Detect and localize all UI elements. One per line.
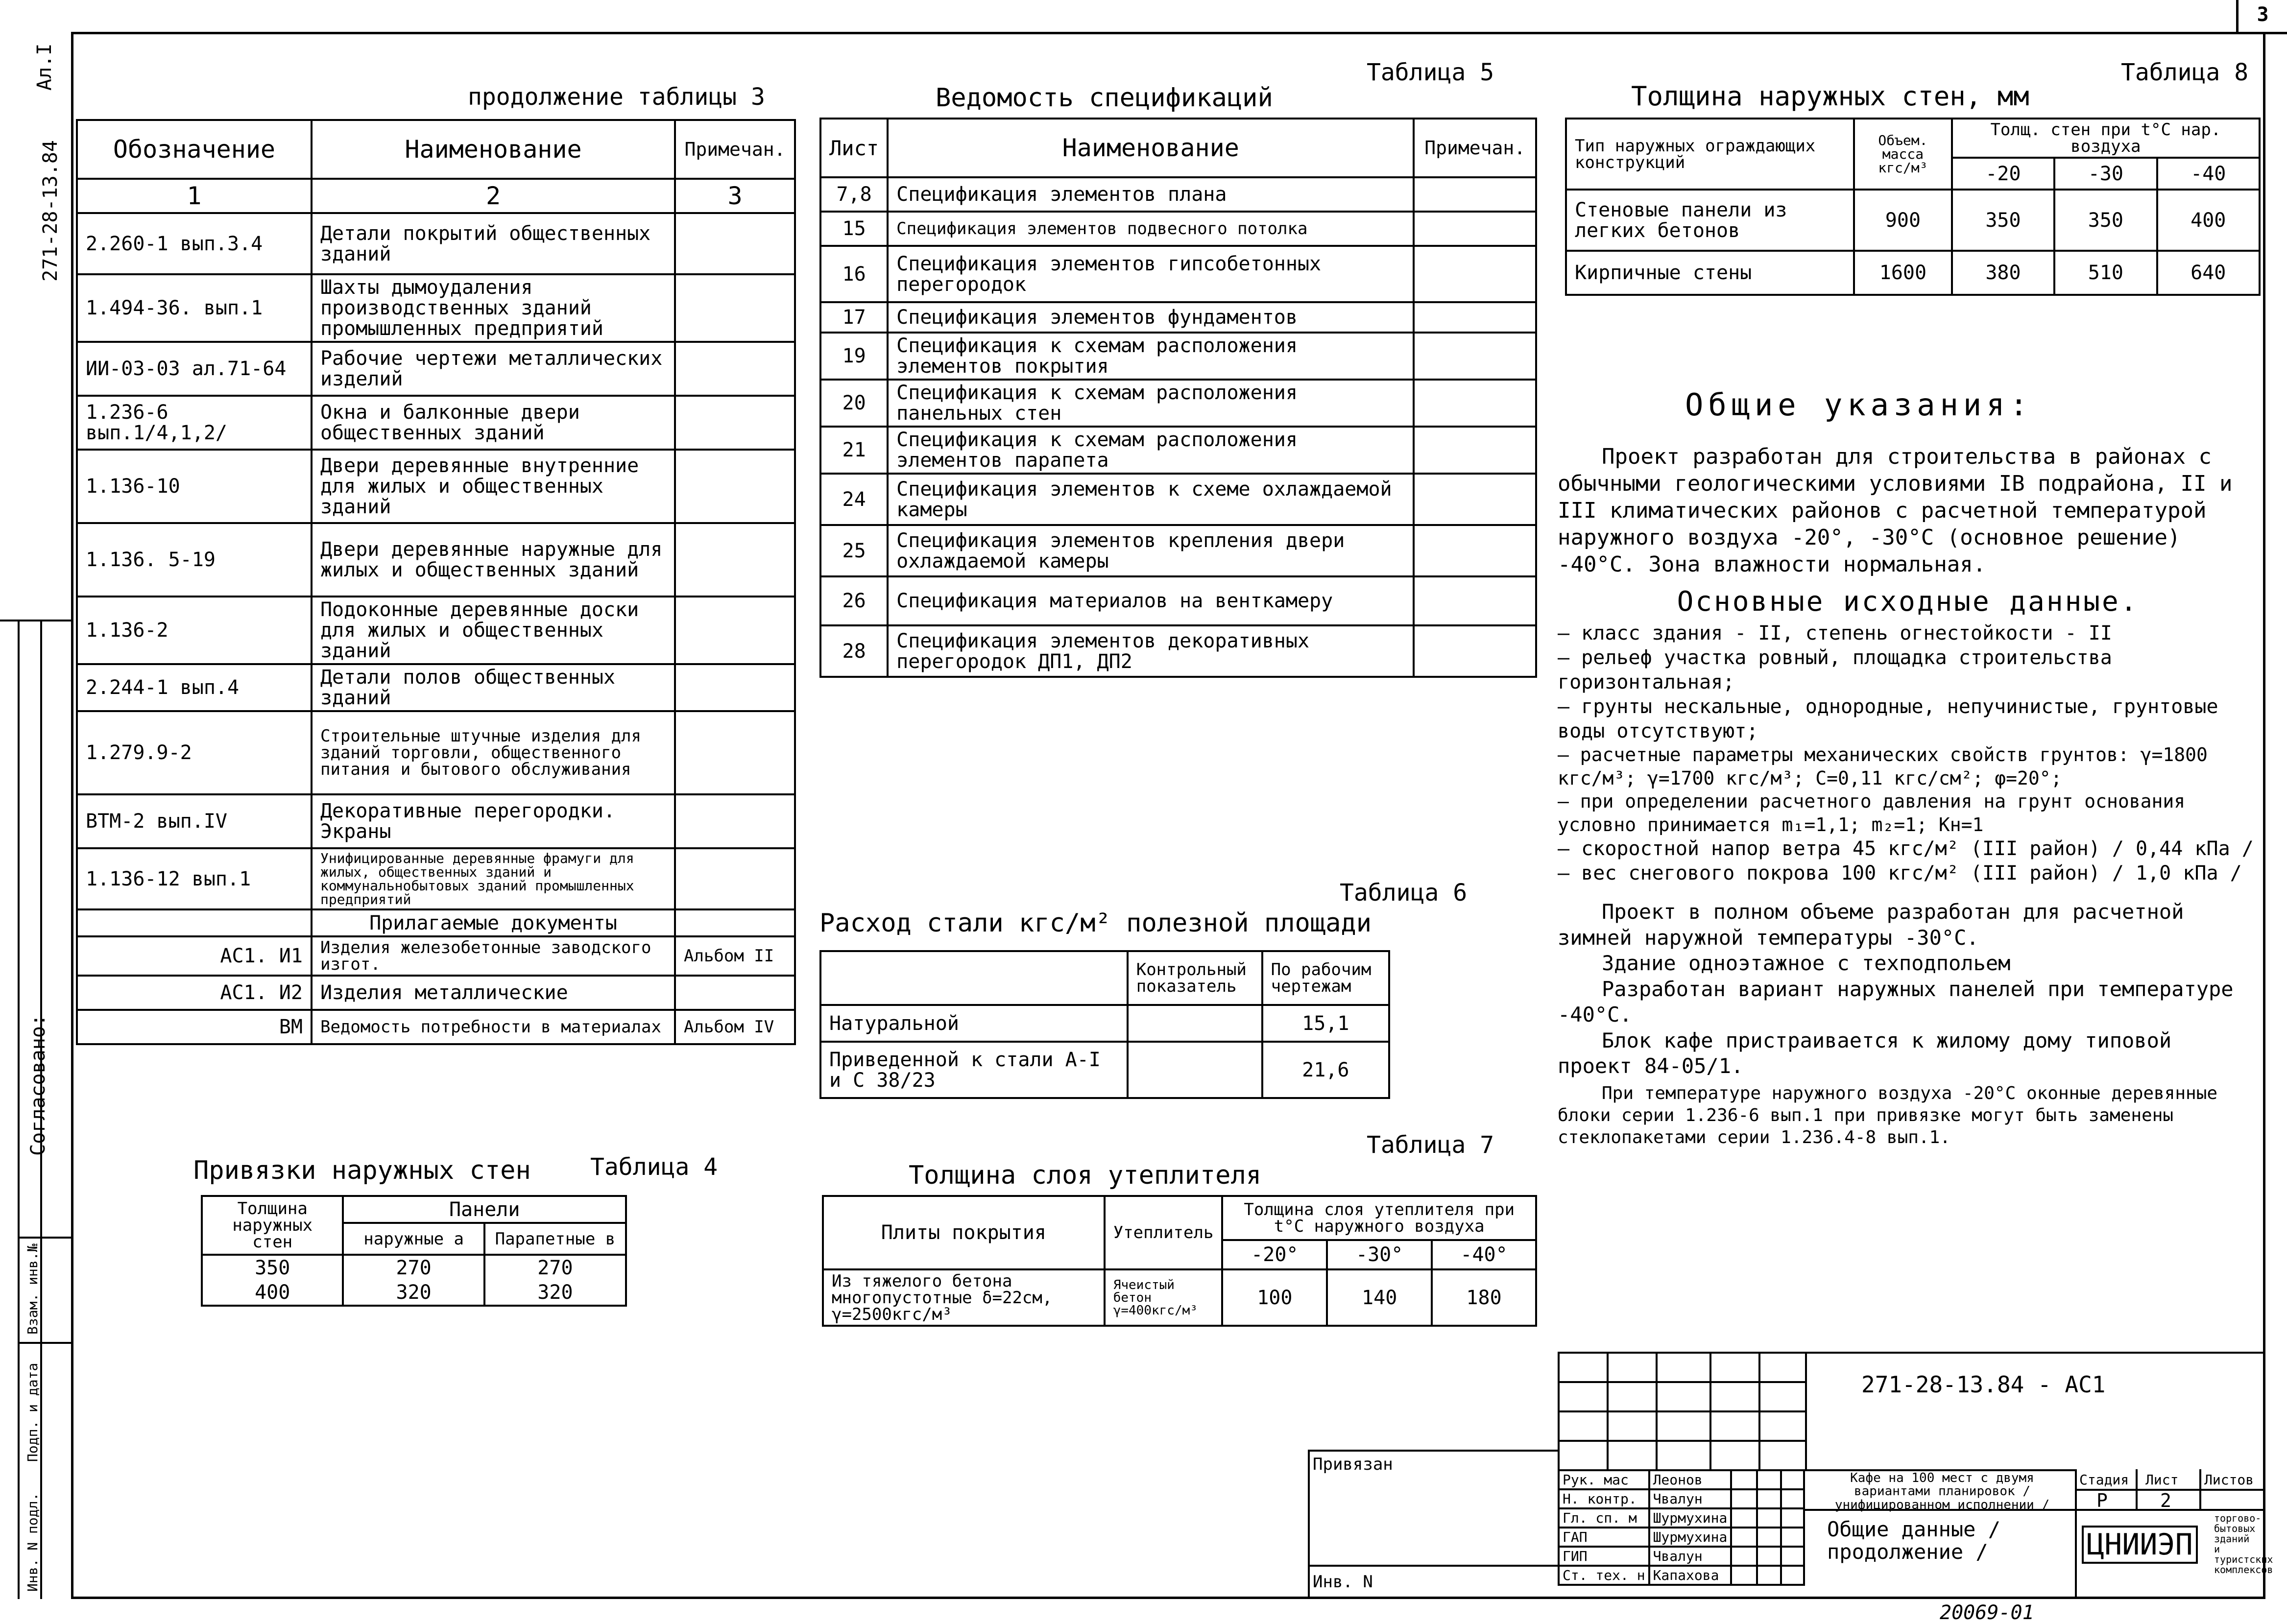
table-row: АС1. И2 Изделия металлические: [77, 976, 795, 1010]
stage-value: Р: [2096, 1490, 2108, 1511]
table-row: Ст. тех. н Капахова: [1559, 1566, 1804, 1585]
inv-label: Инв. N: [1313, 1572, 1373, 1592]
table-row: Рук. мас Леонов: [1559, 1470, 1804, 1489]
t3-header-name: Наименование: [312, 120, 675, 179]
table-row: 2.260-1 вып.3.4 Детали покрытий общественных зданий: [77, 213, 795, 274]
stamp-code: 271-28-13.84 - АС1: [1861, 1371, 2106, 1398]
attached-title: Прилагаемые документы: [312, 909, 675, 936]
table-row: ВМ Ведомость потребности в материалах Альбом IV: [77, 1010, 795, 1044]
table-row: 16 Спецификация элементов гипсобетонных перегородок: [820, 246, 1536, 302]
stamp-project: Кафе на 100 мест с двумя вариантами планировок / унифицированном исполнении /: [1834, 1471, 2050, 1512]
table-row: 20 Спецификация к схемам расположения панельных стен: [820, 380, 1536, 427]
table-row: 24 Спецификация элементов к схеме охлаждаемой камеры: [820, 474, 1536, 525]
general-item: – грунты нескальные, однородные, непучинистые, грунтовые воды отсутствуют;: [1558, 695, 2218, 742]
table-row: Натуральной 15,1: [820, 1005, 1389, 1042]
table3-caption: продолжение таблицы 3: [468, 83, 765, 111]
general-p4: Разработан вариант наружных панелей при температуре -40°С.: [1558, 977, 2234, 1027]
table4-label: Таблица 4: [590, 1153, 718, 1181]
table-row: ИИ-03-03 ал.71-64 Рабочие чертежи металлических изделий: [77, 342, 795, 396]
agreed-label: Согласовано:: [27, 1014, 49, 1156]
table-row: Стеновые панели из легких бетонов 900 350 350 400: [1566, 190, 2260, 251]
table-row: ВТМ-2 вып.IV Декоративные перегородки. Экраны: [77, 794, 795, 848]
table7-label: Таблица 7: [1367, 1131, 1494, 1159]
table6-caption: Расход стали кгс/м² полезной площади: [819, 908, 1372, 938]
table4: Толщина наружных стен Панели наружные а Парапетные в 350 270 270 400 320 320: [201, 1195, 627, 1307]
t3-colnum: 3: [675, 179, 795, 213]
t3-colnum: 2: [312, 179, 675, 213]
stamp-roles: [1558, 1469, 1805, 1586]
table-row: 7,8 Спецификация элементов плана: [820, 177, 1536, 212]
side-code: 271-28-13.84: [39, 140, 62, 282]
sheets-header: Листов: [2204, 1472, 2254, 1488]
general-item: – вес снегового покрова 100 кгс/м² (III район) / 1,0 кПа /: [1558, 862, 2242, 884]
table-row: Кирпичные стены 1600 380 510 640: [1566, 251, 2260, 295]
table-row: 1.136-2 Подоконные деревянные доски для жилых и общественных зданий: [77, 597, 795, 664]
table-row: 1.494-36. вып.1 Шахты дымоудаления производственных зданий промышленных предприятий: [77, 274, 795, 342]
side-cell-sign: Подп. и дата: [24, 1362, 41, 1462]
general-sub: Основные исходные данные.: [1677, 586, 2139, 618]
table-row: 400 320 320: [202, 1280, 626, 1306]
table-row: АС1. И1 Изделия железобетонные заводского изгот. Альбом II: [77, 936, 795, 976]
side-cell-inv: Инв. N подл.: [24, 1492, 41, 1592]
sheet-header: Лист: [2145, 1472, 2179, 1488]
table-row: 26 Спецификация материалов на венткамеру: [820, 576, 1536, 625]
sheet-number: 3: [2236, 0, 2287, 34]
general-p2: Проект в полном объеме разработан для расчетной зимней наружной температуры -30°С.: [1558, 900, 2184, 950]
table-row: Приведенной к стали А-I и С 38/23 21,6: [820, 1042, 1389, 1098]
table3: [76, 119, 796, 1045]
album-label: Ал.I: [33, 43, 56, 91]
general-notes: [1558, 443, 2258, 1148]
general-item: – класс здания - II, степень огнестойкости - II: [1558, 622, 2112, 645]
general-item: – скоростной напор ветра 45 кгс/м² (III район) / 0,44 кПа /: [1558, 837, 2254, 860]
stamp-title: Общие данные / продолжение /: [1827, 1517, 2001, 1564]
stage-header: Стадия: [2079, 1472, 2129, 1488]
table-row: 28 Спецификация элементов декоративных перегородок ДП1, ДП2: [820, 625, 1536, 677]
general-p6: При температуре наружного воздуха -20°С оконные деревянные блоки серии 1.236-6 вып.1 при привязке могут быть заменены стеклопакетами серии 1.236.4-8 вып.1.: [1558, 1083, 2218, 1147]
general-item: – рельеф участка ровный, площадка строительства горизонтальная;: [1558, 646, 2112, 693]
table-row: 21 Спецификация к схемам расположения элементов парапета: [820, 427, 1536, 474]
table-row: 1.136. 5-19 Двери деревянные наружные для жилых и общественных зданий: [77, 523, 795, 597]
general-p3: Здание одноэтажное с техподпольем: [1602, 951, 2011, 975]
table-row: 17 Спецификация элементов фундаментов: [820, 302, 1536, 333]
general-title: Общие указания:: [1685, 387, 2033, 423]
table-row: Н. контр. Чвалун: [1559, 1489, 1804, 1508]
table8-caption: Толщина наружных стен, мм: [1631, 81, 2029, 112]
table-row: 350 270 270: [202, 1255, 626, 1280]
table-row: 1.279.9-2 Строительные штучные изделия для зданий торговли, общественного питания и бытового обслуживания: [77, 711, 795, 794]
table5: Лист Наименование Примечан. 7,8 Спецификация элементов плана 15 Спецификация элементов подвесного потолка 16 Спецификация элементов гипсобетонных перегородок 17 Спецификация элементов фундаментов 19 Спецификация к схемам расположения элементов покрытия 20 Спецификация к схемам расположения панельных стен 21 Спецификация к схемам расположения элементов парапета 24 Спецификация элементов к схеме охлаждаемой камеры 25 Спецификация элементов крепления двери охлаждаемой камеры 26 Спецификация материалов на венткамеру 28 Спецификация элементов декоративных перегородок ДП1, ДП2: [819, 118, 1537, 678]
table7: Плиты покрытия Утеплитель Толщина слоя утеплителя при t°С наружного воздуха -20° -30° -40° Из тяжелого бетона многопустотные δ=22см, γ=2500кгс/м³ Ячеистый бетон γ=400кгс/м³ 100 140 180: [822, 1195, 1537, 1327]
table-row: 15 Спецификация элементов подвесного потолка: [820, 212, 1536, 246]
table-row: 1.136-12 вып.1 Унифицированные деревянные фрамуги для жилых, общественных зданий и коммунальнобытовых зданий промышленных предприятий: [77, 848, 795, 909]
table7-caption: Толщина слоя утеплителя: [909, 1161, 1262, 1190]
table6: Контрольный показатель По рабочим чертежам Натуральной 15,1 Приведенной к стали А-I и С 38/23 21,6: [819, 950, 1390, 1099]
table-row: Из тяжелого бетона многопустотные δ=22см, γ=2500кгс/м³ Ячеистый бетон γ=400кгс/м³ 100 140 180: [823, 1269, 1536, 1326]
t3-header-note: Примечан.: [675, 120, 795, 179]
bound-label: Привязан: [1313, 1455, 1393, 1474]
table-row: ГАП Шурмухина: [1559, 1528, 1804, 1547]
table8-label: Таблица 8: [2121, 59, 2249, 86]
org-name: ЦНИИЭП: [2082, 1526, 2198, 1564]
table6-label: Таблица 6: [1340, 879, 1468, 907]
general-item: – расчетные параметры механических свойств грунтов: γ=1800 кгс/м³; γ=1700 кгс/м³; С=0,11 кгс/см²; φ=20°;: [1558, 744, 2208, 789]
side-cell-replace: Взам. инв.№: [24, 1243, 41, 1335]
table5-label: Таблица 5: [1367, 59, 1494, 86]
table-row: 1.236-6 вып.1/4,1,2/ Окна и балконные двери общественных зданий: [77, 396, 795, 450]
table-row: 19 Спецификация к схемам расположения элементов покрытия: [820, 333, 1536, 380]
general-p1: Проект разработан для строительства в районах с обычными геологическими условиями IВ подрайона, II и III климатических районов с расчетной температурой наружного воздуха -20°, -30°С (основное решение) -40°С. Зона влажности нормальная.: [1558, 444, 2233, 577]
general-p5: Блок кафе пристраивается к жилому дому типовой проект 84-05/1.: [1558, 1028, 2172, 1078]
table8: Тип наружных ограждающих конструкций Объем. масса кгс/м³ Толщ. стен при t°С нар. воздуха -20 -30 -40 Стеновые панели из легких бетонов 900 350 350 400 Кирпичные стены 1600 380 510 640: [1565, 118, 2261, 296]
sheet-value: 2: [2160, 1490, 2171, 1511]
table-row: Гл. сп. м Шурмухина: [1559, 1508, 1804, 1528]
bottom-code: 20069-01: [1940, 1601, 2034, 1624]
table4-caption: Привязки наружных стен: [193, 1156, 531, 1185]
table-row: 1.136-10 Двери деревянные внутренние для жилых и общественных зданий: [77, 450, 795, 523]
table-row: 2.244-1 вып.4 Детали полов общественных зданий: [77, 664, 795, 711]
t3-header-code: Обозначение: [77, 120, 312, 179]
table-row: 25 Спецификация элементов крепления двери охлаждаемой камеры: [820, 525, 1536, 576]
org-sub: торгово-бытовых зданий и туристских комплексов: [2214, 1512, 2273, 1576]
table-row: ГИП Чвалун: [1559, 1547, 1804, 1566]
general-item: – при определении расчетного давления на грунт основания условно принимается m₁=1,1; m₂=1; Кн=1: [1558, 790, 2186, 836]
table5-caption: Ведомость спецификаций: [936, 83, 1273, 113]
t3-colnum: 1: [77, 179, 312, 213]
